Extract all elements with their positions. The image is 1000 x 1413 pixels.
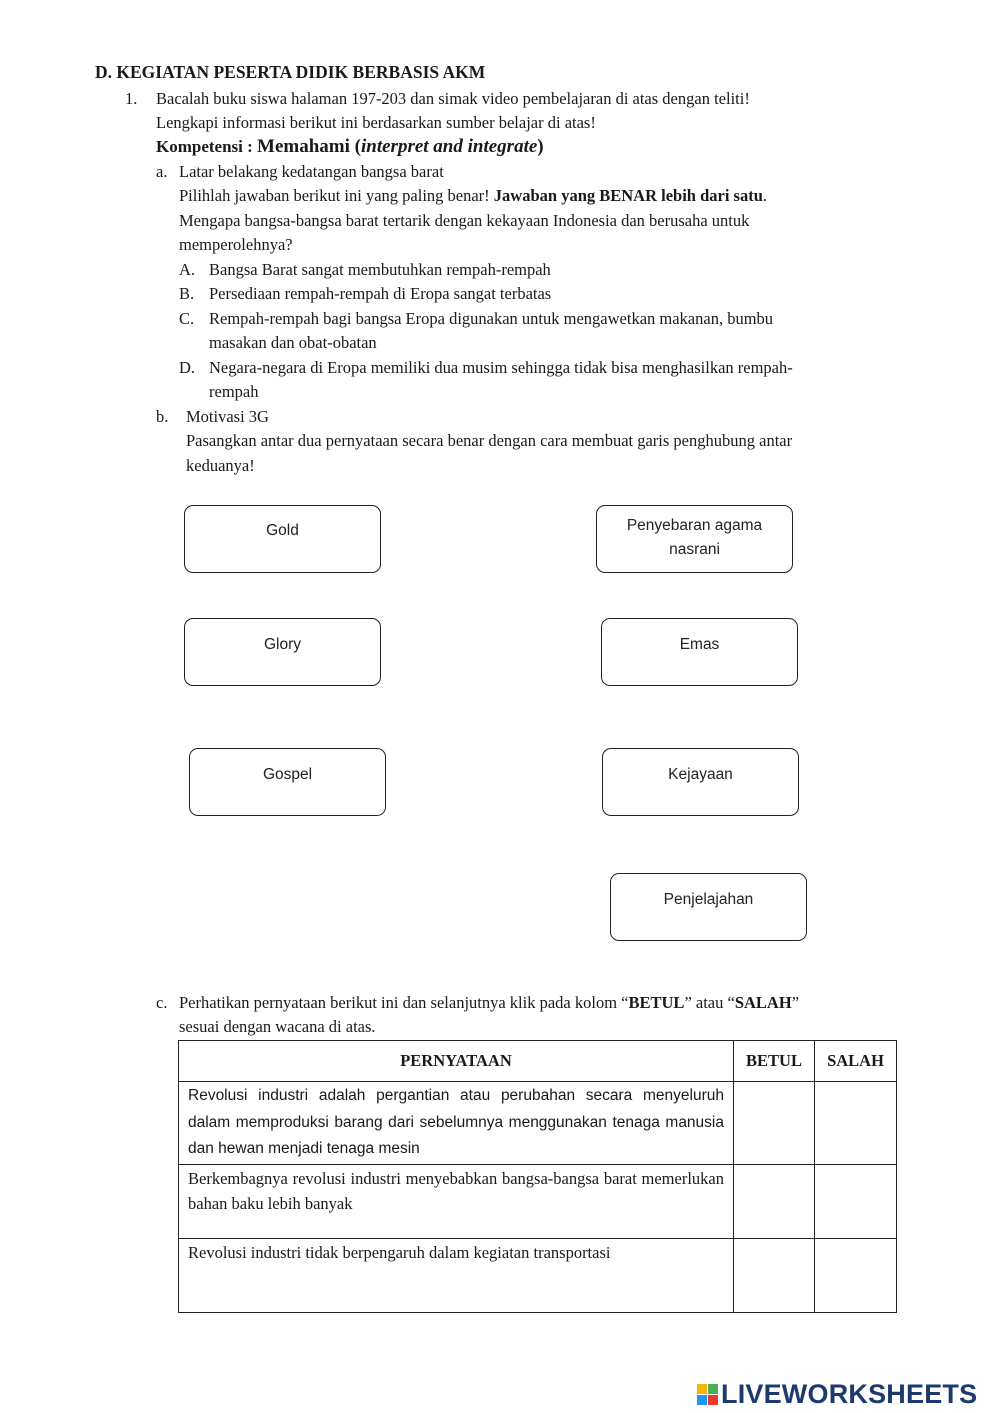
logo-tile <box>697 1384 707 1394</box>
option-text: Bangsa Barat sangat membutuhkan rempah-rempah <box>209 260 551 279</box>
option-text: Rempah-rempah bagi bangsa Eropa digunakan untuk mengawetkan makanan, bumbu <box>209 309 774 328</box>
option-c-continuation: masakan dan obat-obatan <box>209 333 377 352</box>
statement-cell: Revolusi industri adalah pergantian atau perubahan secara menyeluruh dalam memproduksi barang dari sebelumnya menggunakan tenaga manusia dan hewan menjadi tenaga mesin <box>179 1082 734 1165</box>
instruction-emphasis: Jawaban yang BENAR lebih dari satu <box>493 186 763 205</box>
part-a-title: Latar belakang kedatangan bangsa barat <box>179 162 444 181</box>
salah-cell[interactable] <box>815 1238 897 1312</box>
kompetensi-close: ) <box>537 136 544 157</box>
match-left-gospel[interactable]: Gospel <box>189 748 386 816</box>
betul-cell[interactable] <box>734 1238 815 1312</box>
header-betul: BETUL <box>734 1041 815 1082</box>
option-d-continuation: rempah <box>209 382 259 401</box>
logo-tile <box>708 1395 718 1405</box>
header-salah: SALAH <box>815 1041 897 1082</box>
betul-cell[interactable] <box>734 1164 815 1238</box>
option-text: Persediaan rempah-rempah di Eropa sangat terbatas <box>209 284 552 303</box>
kompetensi-label: Kompetensi : <box>156 137 258 156</box>
salah-cell[interactable] <box>815 1082 897 1165</box>
section-heading: D. KEGIATAN PESERTA DIDIK BERBASIS AKM <box>95 62 486 82</box>
option-d[interactable] <box>179 357 793 379</box>
option-letter: B. <box>179 284 195 303</box>
part-c-instruction-line-1: Perhatikan pernyataan berikut ini dan selanjutnya klik pada kolom “BETUL” atau “SALAH” <box>179 993 800 1012</box>
salah-cell[interactable] <box>815 1164 897 1238</box>
table-row <box>179 1164 897 1238</box>
question-text-line-2: Lengkapi informasi berikut ini berdasarkan sumber belajar di atas! <box>156 113 596 132</box>
logo-text: LIVEWORKSHEETS <box>721 1378 978 1409</box>
match-left-glory[interactable]: Glory <box>184 618 381 686</box>
logo-tile <box>708 1384 718 1394</box>
match-left-gold[interactable]: Gold <box>184 505 381 573</box>
logo-tile <box>697 1395 707 1405</box>
part-a-question-line-2: memperolehnya? <box>179 235 293 254</box>
option-letter: D. <box>179 358 196 377</box>
logo-mark-icon <box>697 1384 718 1405</box>
option-letter: C. <box>179 309 195 328</box>
statement-cell: Berkembagnya revolusi industri menyebabkan bangsa-bangsa barat memerlukan bahan baku lebih banyak <box>179 1164 734 1238</box>
part-c-marker: c. <box>156 993 168 1012</box>
statement-cell: Revolusi industri tidak berpengaruh dalam kegiatan transportasi <box>179 1238 734 1312</box>
match-right-penyebaran-agama[interactable]: Penyebaran agama nasrani <box>596 505 793 573</box>
salah-emphasis: SALAH <box>734 993 792 1012</box>
option-a[interactable] <box>179 259 551 281</box>
part-a-question-line-1: Mengapa bangsa-bangsa barat tertarik dengan kekayaan Indonesia dan berusaha untuk <box>179 211 750 230</box>
true-false-table <box>178 1040 897 1313</box>
part-b-instruction-line-1: Pasangkan antar dua pernyataan secara benar dengan cara membuat garis penghubung antar <box>186 431 793 450</box>
option-c[interactable] <box>179 308 773 330</box>
option-b[interactable] <box>179 283 551 305</box>
match-right-penjelajahan[interactable]: Penjelajahan <box>610 873 807 941</box>
part-b-instruction-line-2: keduanya! <box>186 456 255 475</box>
table-row <box>179 1238 897 1312</box>
header-pernyataan: PERNYATAAN <box>179 1041 734 1082</box>
betul-emphasis: BETUL <box>628 993 685 1012</box>
match-right-emas[interactable]: Emas <box>601 618 798 686</box>
part-a-marker: a. <box>156 162 168 181</box>
option-letter: A. <box>179 260 196 279</box>
part-c-instruction-line-2: sesuai dengan wacana di atas. <box>179 1017 376 1036</box>
match-right-kejayaan[interactable]: Kejayaan <box>602 748 799 816</box>
part-b-marker: b. <box>156 407 169 426</box>
question-text-line-1: Bacalah buku siswa halaman 197-203 dan simak video pembelajaran di atas dengan teliti! <box>156 89 750 108</box>
question-number: 1. <box>125 89 138 108</box>
part-a-instruction: Pilihlah jawaban berikut ini yang paling benar! Jawaban yang BENAR lebih dari satu. <box>179 186 768 205</box>
betul-cell[interactable] <box>734 1082 815 1165</box>
kompetensi-line <box>156 136 544 158</box>
kompetensi-value: Memahami ( <box>257 136 361 157</box>
kompetensi-italic: interpret and integrate <box>361 136 538 157</box>
table-header-row <box>179 1041 897 1082</box>
liveworksheets-logo[interactable] <box>697 1378 977 1410</box>
option-text: Negara-negara di Eropa memiliki dua musim sehingga tidak bisa menghasilkan rempah- <box>209 358 793 377</box>
part-b-title: Motivasi 3G <box>186 407 269 426</box>
table-row <box>179 1082 897 1165</box>
